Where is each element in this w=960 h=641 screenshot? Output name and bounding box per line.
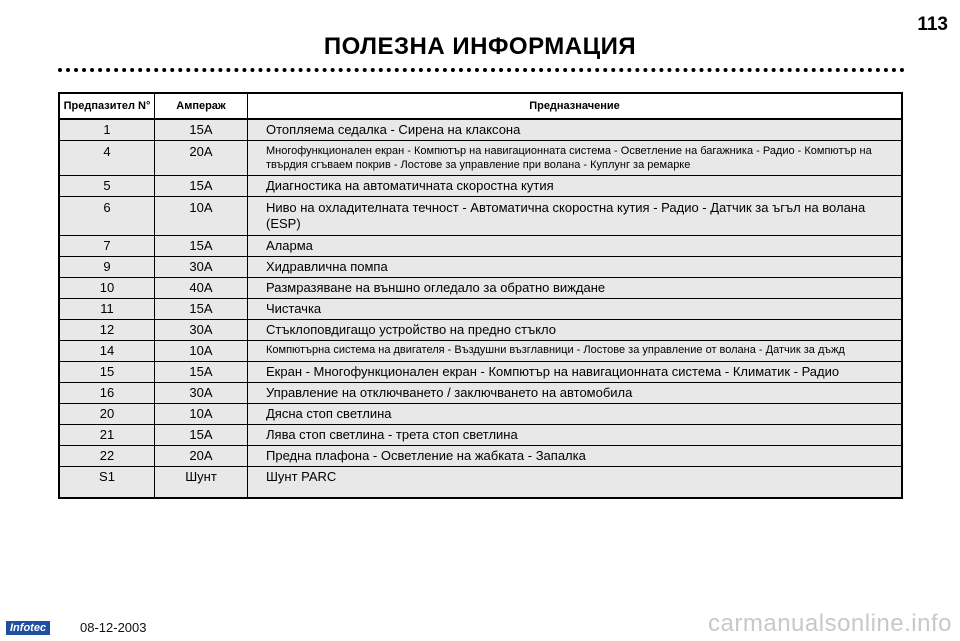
table-row	[59, 446, 902, 467]
fuse-purpose: Чистачка	[248, 299, 903, 320]
page-title: ПОЛЕЗНА ИНФОРМАЦИЯ	[323, 33, 637, 60]
fuse-amperage: 30A	[155, 320, 248, 341]
fuse-number: 9	[59, 257, 155, 278]
dotted-divider	[58, 68, 905, 72]
fuse-purpose: Стъклоповдигащо устройство на предно стъкло	[248, 320, 903, 341]
fuse-purpose: Компютърна система на двигателя - Въздушни възглавници - Лостове за управление от волана - Датчик за дъжд	[248, 341, 903, 362]
table-row	[59, 362, 902, 383]
fuse-amperage: 10A	[155, 404, 248, 425]
infotec-logo: Infotec	[6, 621, 50, 635]
page-number: 113	[917, 14, 948, 35]
fuse-amperage: 15A	[155, 425, 248, 446]
fuse-number: 12	[59, 320, 155, 341]
fuse-amperage: 15A	[155, 119, 248, 141]
fuse-purpose: Ниво на охладителната течност - Автоматична скоростна кутия - Радио - Датчик за ъгъл на волана (ESP)	[248, 197, 903, 236]
fuse-number: 1	[59, 119, 155, 141]
table-header-row	[59, 93, 902, 119]
table-row	[59, 341, 902, 362]
fuse-purpose: Аларма	[248, 236, 903, 257]
table-row	[59, 197, 902, 236]
header-fuse-number: Предпазител N°	[59, 93, 155, 119]
watermark: carmanualsonline.info	[708, 610, 952, 637]
fuse-amperage: 30A	[155, 257, 248, 278]
table-row	[59, 320, 902, 341]
table-row	[59, 383, 902, 404]
table-row	[59, 236, 902, 257]
fuse-number: 7	[59, 236, 155, 257]
header-purpose: Предназначение	[248, 93, 903, 119]
table-row	[59, 176, 902, 197]
fuse-amperage: 15A	[155, 362, 248, 383]
table-row	[59, 119, 902, 141]
fuse-purpose: Шунт PARC	[248, 467, 903, 499]
fuse-purpose: Предна плафона - Осветление на жабката - Запалка	[248, 446, 903, 467]
fuse-amperage: 40A	[155, 278, 248, 299]
fuse-purpose: Екран - Многофункционален екран - Компютър на навигационната система - Климатик - Радио	[248, 362, 903, 383]
fuse-purpose: Управление на отключването / заключването на автомобила	[248, 383, 903, 404]
header-amperage: Ампераж	[155, 93, 248, 119]
fuse-number: S1	[59, 467, 155, 499]
table-row	[59, 278, 902, 299]
fuse-purpose: Дясна стоп светлина	[248, 404, 903, 425]
fuse-amperage: 10A	[155, 341, 248, 362]
fuse-number: 5	[59, 176, 155, 197]
table-row	[59, 299, 902, 320]
fuse-number: 21	[59, 425, 155, 446]
fuse-purpose: Многофункционален екран - Компютър на навигационната система - Осветление на багажника - Радио - Компютър на твърдия сгъваем покрив - Лостове за управление при волана - Куплунг за ремарке	[248, 141, 903, 176]
table-row	[59, 467, 902, 499]
fuse-purpose: Лява стоп светлина - трета стоп светлина	[248, 425, 903, 446]
table-row	[59, 141, 902, 176]
fuse-number: 4	[59, 141, 155, 176]
fuse-number: 16	[59, 383, 155, 404]
fuse-number: 14	[59, 341, 155, 362]
fuse-amperage: 15A	[155, 299, 248, 320]
fuse-number: 6	[59, 197, 155, 236]
fuse-purpose: Диагностика на автоматичната скоростна кутия	[248, 176, 903, 197]
fuse-amperage: 15A	[155, 236, 248, 257]
fuse-purpose: Хидравлична помпа	[248, 257, 903, 278]
fuse-amperage: 15A	[155, 176, 248, 197]
fuse-number: 22	[59, 446, 155, 467]
fuse-table	[58, 92, 903, 499]
fuse-purpose: Отопляема седалка - Сирена на клаксона	[248, 119, 903, 141]
fuse-amperage: Шунт	[155, 467, 248, 499]
fuse-amperage: 20A	[155, 446, 248, 467]
footer-date: 08-12-2003	[80, 620, 147, 635]
fuse-amperage: 30A	[155, 383, 248, 404]
fuse-number: 20	[59, 404, 155, 425]
fuse-number: 11	[59, 299, 155, 320]
table-row	[59, 257, 902, 278]
fuse-number: 15	[59, 362, 155, 383]
fuse-purpose: Размразяване на външно огледало за обратно виждане	[248, 278, 903, 299]
fuse-amperage: 20A	[155, 141, 248, 176]
fuse-amperage: 10A	[155, 197, 248, 236]
fuse-number: 10	[59, 278, 155, 299]
table-row	[59, 425, 902, 446]
table-row	[59, 404, 902, 425]
